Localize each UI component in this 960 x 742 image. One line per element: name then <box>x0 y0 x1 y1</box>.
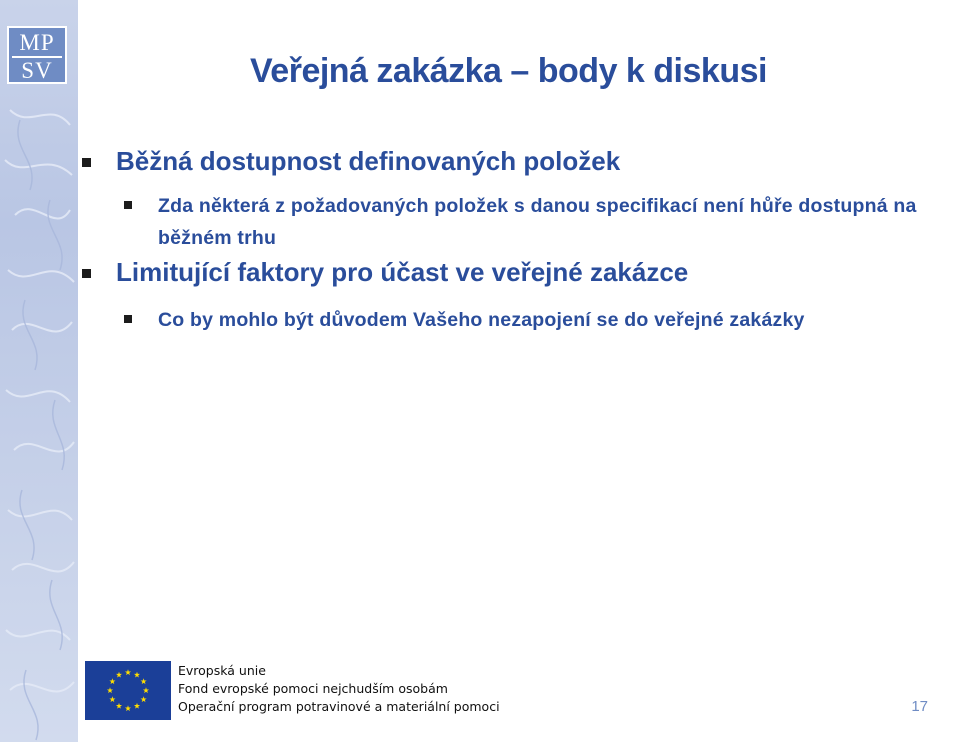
eu-flag-logo <box>85 661 171 720</box>
eu-star <box>125 705 131 711</box>
eu-star <box>141 678 147 684</box>
eu-star <box>116 703 122 709</box>
logo-line-2: SV <box>21 58 53 83</box>
footer-text-block <box>178 662 500 716</box>
square-bullet-icon <box>82 269 91 278</box>
bullet-text: Co by mohlo být důvodem Vašeho nezapojení se do veřejné zakázky <box>158 309 805 331</box>
eu-star <box>109 696 115 702</box>
bullet-item-limiting-factors <box>82 257 952 288</box>
bullet-list <box>82 142 952 336</box>
bullet-text: Limitující faktory pro účast ve veřejné zakázce <box>116 257 689 287</box>
mpsv-logo <box>7 26 67 84</box>
eu-stars-icon <box>85 661 171 720</box>
square-bullet-icon <box>82 158 91 167</box>
bullet-text: Běžná dostupnost definovaných položek <box>116 146 621 176</box>
eu-star <box>116 672 122 678</box>
square-bullet-icon <box>124 315 132 323</box>
side-decoration-band <box>0 0 78 742</box>
eu-star <box>143 687 149 693</box>
eu-star <box>109 678 115 684</box>
footer-line-eu: Evropská unie <box>178 663 266 678</box>
bullet-item-availability <box>82 146 952 177</box>
square-bullet-icon <box>124 201 132 209</box>
footer-line-program: Operační program potravinové a materiální pomoci <box>178 699 500 714</box>
eu-star <box>134 672 140 678</box>
page-number: 17 <box>911 698 928 715</box>
sub-bullet-item-reasons <box>82 304 952 336</box>
eu-star <box>125 669 131 675</box>
slide-title: Veřejná zakázka – body k diskusi <box>250 52 767 90</box>
side-pattern <box>0 0 78 742</box>
eu-star <box>141 696 147 702</box>
eu-star <box>107 687 113 693</box>
logo-line-1: MP <box>19 30 55 55</box>
eu-star <box>134 703 140 709</box>
bullet-text: Zda některá z požadovaných položek s danou specifikací není hůře dostupná na běžném trhu <box>158 195 917 249</box>
footer-line-fund: Fond evropské pomoci nejchudším osobám <box>178 681 448 696</box>
sub-bullet-item-specification <box>82 190 952 254</box>
